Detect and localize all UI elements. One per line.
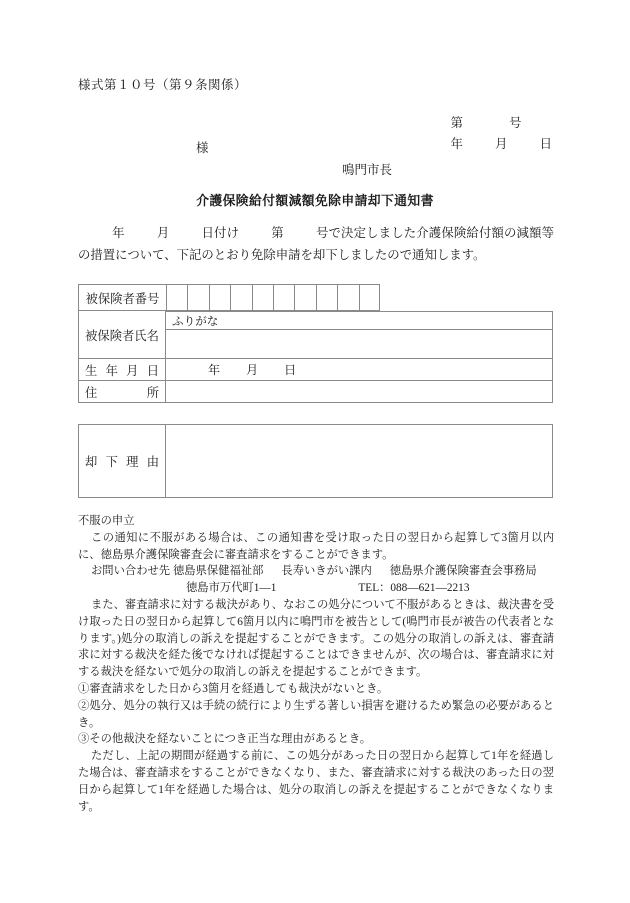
- intro-paragraph: [78, 222, 554, 266]
- date-month-label: 月: [495, 137, 508, 151]
- date-year-label: 年: [450, 137, 464, 151]
- appeal-contact-org-1: 徳島県保健福祉部: [173, 565, 264, 578]
- birthdate-label-char: 年: [105, 363, 118, 378]
- rejection-reason-label-char: 理: [126, 455, 139, 469]
- intro-body: 号で決定しました介護保険給付額の減額等の措置について、下記のとおり免除申請を却下しましたので通知します。: [78, 226, 555, 262]
- rejection-reason-label-char: 由: [146, 455, 159, 469]
- insured-number-label: 被保険者番号: [78, 284, 166, 311]
- appeal-contact-address-line: [78, 580, 554, 597]
- address-label: [78, 381, 166, 403]
- insured-number-digit[interactable]: [187, 284, 208, 311]
- birth-day-label: 日: [284, 363, 297, 377]
- document-date-line: [438, 119, 552, 167]
- birthdate-label-char: 日: [146, 363, 159, 378]
- insured-name-label: 被保険者氏名: [78, 311, 166, 359]
- insured-number-digit[interactable]: [209, 284, 230, 311]
- table-row-birthdate: [78, 359, 553, 381]
- insured-number-digit[interactable]: [252, 284, 273, 311]
- appeal-contact-org-2: 長寿いきがい課内: [281, 565, 372, 578]
- rejection-reason-label-char: 下: [105, 455, 118, 469]
- birthdate-input[interactable]: [166, 359, 553, 381]
- appeal-list-item: ①審査請求をした日から3箇月を経過しても裁決がないとき。: [78, 682, 389, 695]
- insured-number-digit[interactable]: [359, 284, 380, 311]
- furigana-label: ふりがな: [166, 311, 553, 330]
- address-input[interactable]: [166, 381, 553, 403]
- appeal-contact-org-3: 徳島県介護保険審査会事務局: [389, 565, 537, 578]
- insured-number-digit[interactable]: [166, 284, 187, 311]
- appeal-list-item: ②処分、処分の執行又は手続の続行により生ずる著しい損害を避けるため緊急の必要があるとき。: [78, 699, 554, 729]
- intro-day: 日付け: [201, 226, 240, 240]
- insured-number-digit[interactable]: [230, 284, 251, 311]
- appeal-paragraph-3: ただし、上記の期間が経過する前に、この処分があった日の翌日から起算して1年を経過した場合は、審査請求をすることができなくなり、また、審査請求に対する裁決のあった日の翌日から起算して1年を経過した場合は、処分の取消しの訴えを提起することができなくなります。: [78, 750, 554, 813]
- birth-month-label: 月: [246, 363, 259, 377]
- address-label-char: 住: [85, 385, 98, 400]
- birthdate-label: [78, 359, 166, 381]
- birthdate-label-char: 月: [126, 363, 139, 378]
- page-title: 介護保険給付額減額免除申請却下通知書: [196, 194, 434, 208]
- appeal-contact-address: 徳島市万代町1―1: [186, 582, 277, 595]
- addressee-suffix: 様: [196, 141, 209, 155]
- form-number-label: 様式第１０号（第９条関係）: [78, 78, 248, 92]
- appeal-list-item: ③その他裁決を経ないことにつき正当な理由があるとき。: [78, 733, 372, 746]
- birthdate-label-char: 生: [85, 363, 98, 378]
- appeal-contact-label: お問い合わせ先: [91, 565, 171, 578]
- insured-number-digit[interactable]: [316, 284, 337, 311]
- rejection-reason-table: [78, 424, 553, 498]
- intro-year: 年: [112, 226, 125, 240]
- insured-name-input[interactable]: [166, 330, 553, 359]
- appeal-contact-line: [78, 563, 554, 580]
- appeal-paragraph-1: この通知に不服がある場合は、この通知書を受け取った日の翌日から起算して3箇月以内に、徳島県介護保険審査会に審査請求をすることができます。: [78, 531, 554, 561]
- insured-number-digit[interactable]: [273, 284, 294, 311]
- insured-number-digit[interactable]: [337, 284, 358, 311]
- applicant-table: [78, 284, 553, 403]
- document-number-label: 第: [450, 116, 464, 130]
- rejection-reason-label: [78, 424, 166, 498]
- issuer-name: 鳴門市長: [342, 163, 393, 177]
- rejection-reason-label-char: 却: [85, 455, 98, 469]
- insured-number-boxes[interactable]: [166, 284, 380, 311]
- appeal-contact-tel: TEL：088―621―2213: [358, 582, 470, 595]
- appeal-paragraph-2: また、審査請求に対する裁決があり、なおこの処分について不服があるときは、裁決書を受け取った日の翌日から起算して6箇月以内に鳴門市を被告として(鳴門市長が被告の代表者となります。)処分の取消しの訴えを提起することができます。この処分の取消しの訴えは、審査請求に対する裁決を経た後でなければ提起することはできませんが、次の場合は、審査請求に対する裁決を経ないで処分の取消しの訴えを提起することができます。: [78, 598, 554, 679]
- intro-number-label: 第: [271, 226, 284, 240]
- appeal-heading: 不服の申立: [78, 515, 135, 527]
- birth-year-label: 年: [208, 363, 221, 377]
- insured-number-digit[interactable]: [294, 284, 315, 311]
- intro-month: 月: [156, 226, 170, 240]
- table-row-insured-name: [78, 311, 553, 359]
- table-row-address: [78, 381, 553, 403]
- table-row-insured-number: [78, 284, 553, 311]
- rejection-reason-input[interactable]: [166, 424, 553, 498]
- document-number-unit: 号: [509, 116, 522, 130]
- appeal-section: [78, 513, 554, 815]
- address-label-char: 所: [146, 385, 159, 400]
- date-day-label: 日: [539, 137, 553, 151]
